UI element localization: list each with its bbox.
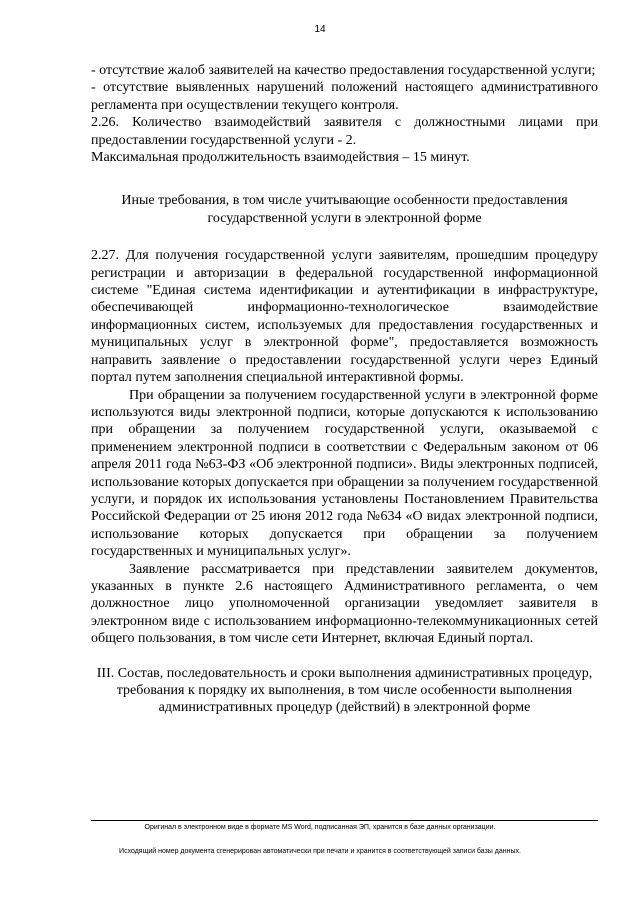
spacer — [91, 648, 598, 665]
no-complaints-criterion: - отсутствие жалоб заявителей на качество предоставления государственной услуги; — [91, 63, 596, 78]
paragraph-2-26: 2.26. Количество взаимодействий заявителя с должностными лицами при предоставлении государственной услуги - 2. — [91, 115, 598, 148]
page-number: 14 — [314, 24, 326, 35]
application-review-paragraph: Заявление рассматривается при представлении заявителем документов, указанных в пункте 2.6 настоящего Административного регламента, о чем должностное лицо уполномоченной организации уведомляет заявителя в электронном виде с использованием информационно-телекоммуникационных сетей общего пользования, в том числе сети Интернет, включая Единый портал. — [91, 561, 598, 647]
footer-outgoing-number-note: Исходящий номер документа сгенерирован автоматически при печати и хранится в соответствующей записи базы данных. — [119, 848, 521, 855]
spacer — [91, 166, 598, 192]
document-body — [91, 62, 598, 717]
paragraph-2-27: 2.27. Для получения государственной услуги заявителям, прошедшим процедуру регистрации и авторизации в федеральной государственной информационной системе "Единая система идентификации и аутентификации в инфраструктуре, обеспечивающей информационно-технологическое взаимодействие информационных систем, используемых для предоставления государственных и муниципальных услуг в электронной форме", предоставляется возможность направить заявление о предоставлении государственной услуги через Единый портал путем заполнения специальной интерактивной формы. — [91, 248, 598, 386]
footer-original-note: Оригинал в электронном виде в формате MS Word, подписанная ЭП, хранится в базе данных организации. — [144, 824, 496, 831]
section-iii-heading: III. Состав, последовательность и сроки выполнения административных процедур, требования к порядку их выполнения, в том числе особенности выполнения административных процедур (действий) в электронной форме — [96, 665, 593, 716]
section-heading-electronic-form: Иные требования, в том числе учитывающие особенности предоставления государственной услуги в электронной форме — [121, 193, 568, 226]
footer-divider — [91, 820, 598, 821]
max-interaction-duration: Максимальная продолжительность взаимодействия – 15 минут. — [91, 150, 470, 166]
no-violations-criterion: - отсутствие выявленных нарушений положений настоящего административного регламента при осуществлении текущего контроля. — [91, 80, 598, 113]
electronic-signature-paragraph: При обращении за получением государственной услуги в электронной форме используются виды электронной подписи, которые допускаются к использованию при обращении за получением государственной услуги, оказываемой с применением электронной подписи в соответствии с Федеральным законом от 06 апреля 2011 года №63-ФЗ «Об электронной подписи». Виды электронных подписей, использование которых допускается при обращении за получением государственной услуги, и порядок их использования установлены Постановлением Правительства Российской Федерации от 25 июня 2012 года №634 «О видах электронной подписи, использование которых допускается при обращении за получением государственных и муниципальных услуг». — [91, 387, 598, 560]
spacer — [91, 227, 598, 247]
